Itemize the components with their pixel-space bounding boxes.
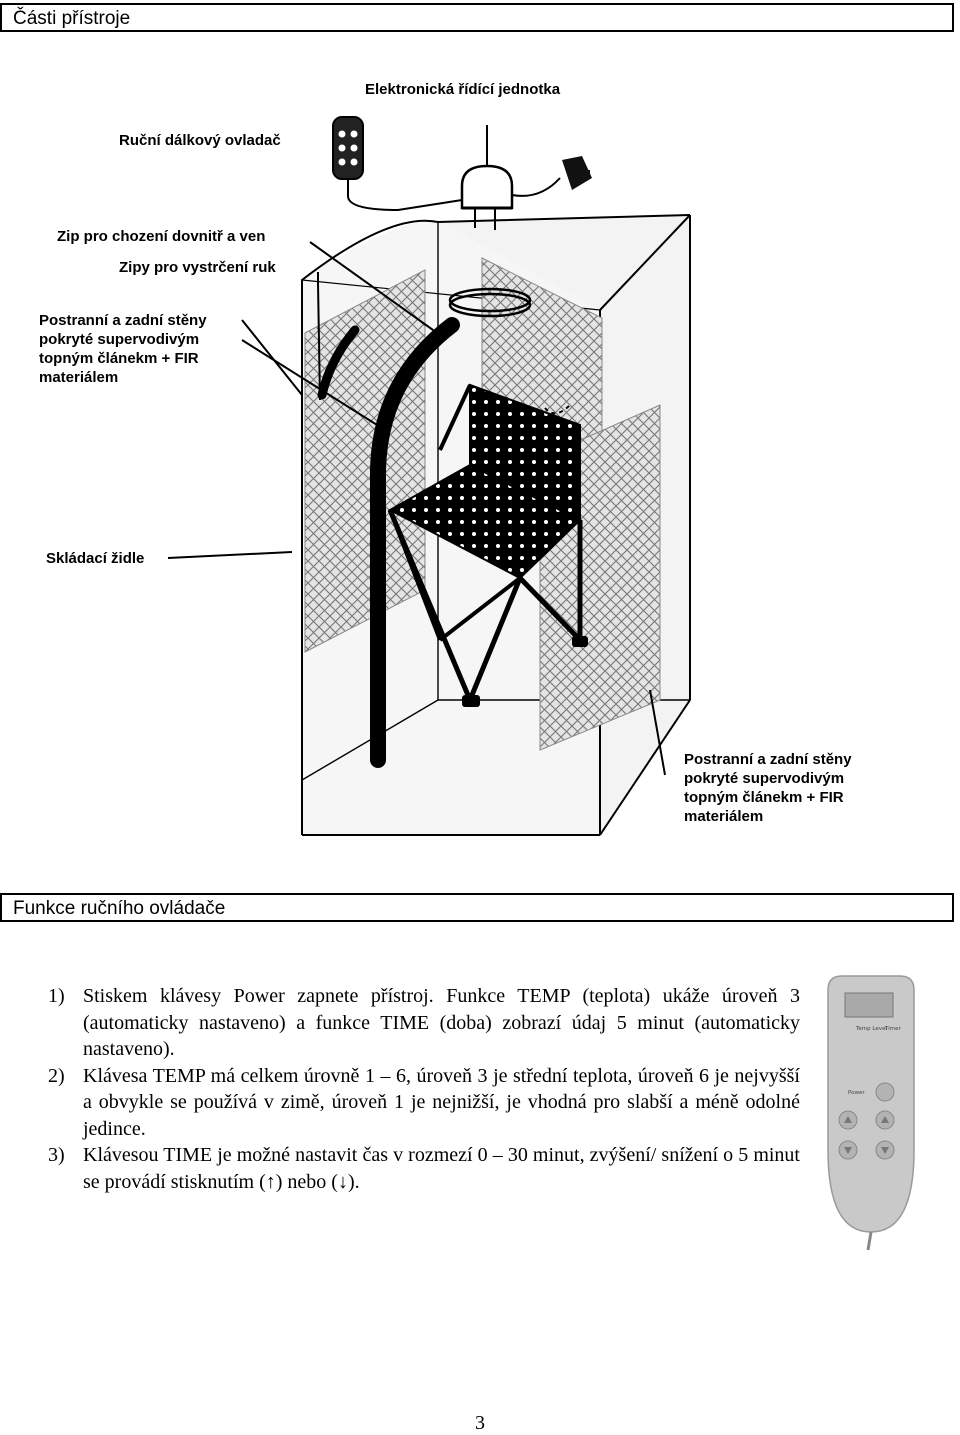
label-walls-right-line: pokryté supervodivým bbox=[684, 770, 845, 787]
remote-label-timer-text: Timer bbox=[885, 1026, 901, 1032]
label-walls-left-line: topným článekm + FIR bbox=[39, 350, 199, 367]
power-plug-icon bbox=[562, 156, 592, 190]
remote-control-photo bbox=[818, 972, 918, 1252]
label-walls-left-line: materiálem bbox=[39, 369, 119, 386]
label-walls-left-line: Postranní a zadní stěny bbox=[39, 312, 207, 329]
section-header-parts: Části přístroje bbox=[0, 3, 954, 32]
remote-label-timer bbox=[884, 1026, 901, 1032]
power-button-icon bbox=[876, 1083, 894, 1101]
label-zip-arms: Zipy pro vystrčení ruk bbox=[119, 259, 276, 276]
label-chair: Skládací židle bbox=[46, 550, 145, 567]
control-unit-icon bbox=[462, 125, 560, 230]
instruction-text: Klávesa TEMP má celkem úrovně 1 – 6, úroveň 3 je střední teplota, úroveň 6 je nejvyšší a obvykle se používá v zimě, úroveň 1 je nejnižší, je vhodná pro slabší a méně odolné jedince. bbox=[83, 1064, 800, 1140]
remote-label-temp bbox=[855, 1026, 887, 1032]
instruction-item bbox=[48, 983, 800, 1063]
instruction-item bbox=[48, 1063, 800, 1143]
label-walls-left bbox=[39, 311, 207, 387]
label-walls-right-line: topným článekm + FIR bbox=[684, 789, 844, 806]
instruction-number: 2) bbox=[48, 1064, 65, 1087]
label-walls-right-line: materiálem bbox=[684, 808, 764, 825]
heating-panel-left bbox=[305, 270, 425, 652]
label-remote: Ruční dálkový ovladač bbox=[119, 132, 281, 149]
instruction-number: 3) bbox=[48, 1144, 65, 1166]
instruction-number: 1) bbox=[48, 985, 65, 1007]
label-control-unit: Elektronická řídící jednotka bbox=[365, 81, 561, 98]
remote-label-power bbox=[848, 1090, 865, 1096]
instruction-text: Klávesou TIME je možné nastavit čas v rozmezí 0 – 30 minut, zvýšení/ snížení o 5 minut se provádí stisknutím (↑) nebo (↓). bbox=[83, 1144, 800, 1193]
instruction-list bbox=[48, 983, 800, 1195]
remote-control-icon bbox=[333, 117, 462, 210]
label-walls-right bbox=[684, 750, 852, 826]
label-walls-left-line: pokryté supervodivým bbox=[39, 331, 200, 348]
section-header-remote: Funkce ručního ovládače bbox=[0, 893, 954, 922]
label-zip-entry: Zip pro chození dovnitř a ven bbox=[57, 228, 266, 245]
instruction-item bbox=[48, 1142, 800, 1195]
instruction-text: Stiskem klávesy Power zapnete přístroj. Funkce TEMP (teplota) ukáže úroveň 3 (automaticky nastaveno) a funkce TIME (doba) zobrazí údaj 5 minut (automaticky nastaveno). bbox=[83, 985, 800, 1060]
page-number: 3 bbox=[475, 1412, 485, 1434]
remote-label-power-text: Power bbox=[848, 1090, 865, 1096]
remote-label-temp-text: Temp Level bbox=[856, 1026, 887, 1032]
label-walls-right-line: Postranní a zadní stěny bbox=[684, 751, 852, 768]
